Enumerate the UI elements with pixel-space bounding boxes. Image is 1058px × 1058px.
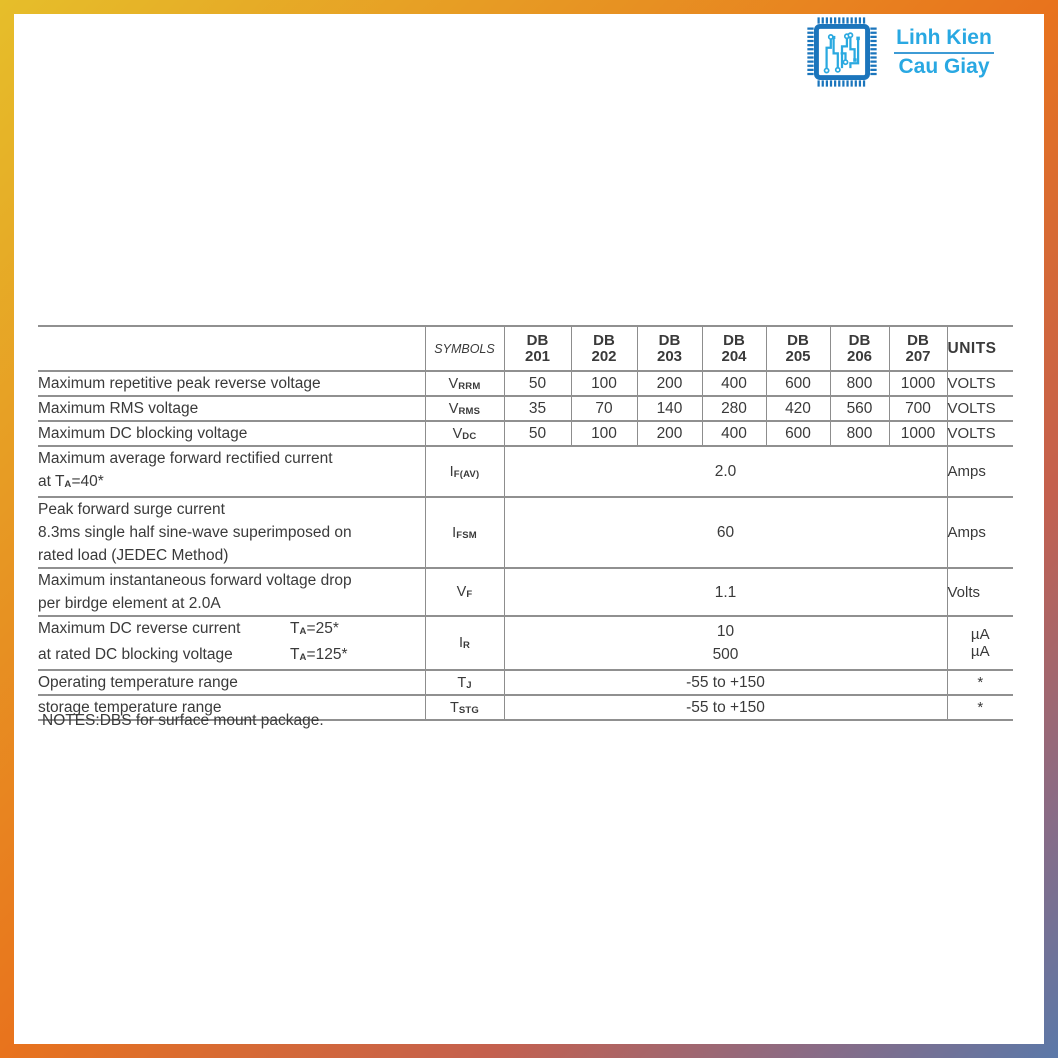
value-cell-merged: 60: [504, 497, 947, 568]
model-header-db205: DB 205: [766, 326, 830, 371]
unit-cell: VOLTS: [947, 421, 1013, 446]
param-label: storage temperature range: [38, 695, 425, 720]
param-label: Maximum DC reverse current $T_A=25*$ at rated DC blocking voltage $T_A=125*$: [38, 616, 425, 670]
unit-cell: *: [947, 695, 1013, 720]
param-label: Maximum instantaneous forward voltage drop per birdge element at 2.0A: [38, 568, 425, 616]
value-cell-merged: -55 to +150: [504, 695, 947, 720]
value-cell-merged: 1.1: [504, 568, 947, 616]
value-cell: 800: [830, 421, 889, 446]
logo-line2: Cau Giay: [898, 55, 990, 78]
table-row-tj: [38, 670, 1013, 695]
logo-line1: Linh Kien: [896, 26, 992, 49]
value-cell: 600: [766, 371, 830, 396]
value-cell: 1000: [889, 371, 947, 396]
notes: NOTES:DBS for surface mount package.: [42, 712, 324, 729]
value-cell-merged: 2.0: [504, 446, 947, 497]
symbol-cell: $V_{RMS}$: [425, 396, 504, 421]
model-header-db207: DB 207: [889, 326, 947, 371]
value-cell: 560: [830, 396, 889, 421]
table-row-ir: [38, 616, 1013, 670]
unit-cell: Amps: [947, 446, 1013, 497]
value-cell: 50: [504, 371, 571, 396]
value-cell: 420: [766, 396, 830, 421]
model-header-db206: DB 206: [830, 326, 889, 371]
value-cell: 600: [766, 421, 830, 446]
unit-cell: Volts: [947, 568, 1013, 616]
model-header-db204: DB 204: [702, 326, 766, 371]
value-cell: 400: [702, 421, 766, 446]
param-label: Maximum repetitive peak reverse voltage: [38, 371, 425, 396]
logo: [807, 17, 994, 87]
unit-cell: *: [947, 670, 1013, 695]
symbol-cell: $I_R$: [425, 616, 504, 670]
param-label: Peak forward surge current 8.3ms single half sine-wave superimposed on rated load (JEDEC Method): [38, 497, 425, 568]
symbol-cell: $V_{RRM}$: [425, 371, 504, 396]
symbol-cell: $I_{F(AV)}$: [425, 446, 504, 497]
microchip-icon: [807, 17, 877, 87]
unit-cell: µA µA: [947, 616, 1013, 670]
table-row-ifav: [38, 446, 1013, 497]
unit-cell: Amps: [947, 497, 1013, 568]
param-label: Maximum RMS voltage: [38, 396, 425, 421]
symbol-cell: $I_{FSM}$: [425, 497, 504, 568]
value-cell: 140: [637, 396, 702, 421]
value-cell-merged: -55 to +150: [504, 670, 947, 695]
param-header-empty: [38, 326, 425, 371]
table-row-vrrm: [38, 371, 1013, 396]
value-cell: 400: [702, 371, 766, 396]
model-header-db201: DB 201: [504, 326, 571, 371]
symbol-cell: $T_{STG}$: [425, 695, 504, 720]
table-row-vrms: [38, 396, 1013, 421]
table-row-ifsm: [38, 497, 1013, 568]
symbol-cell: $V_{DC}$: [425, 421, 504, 446]
value-cell: 700: [889, 396, 947, 421]
value-cell: 1000: [889, 421, 947, 446]
param-label: Operating temperature range: [38, 670, 425, 695]
units-header: UNITS: [947, 326, 1013, 371]
param-label: Maximum DC blocking voltage: [38, 421, 425, 446]
unit-cell: VOLTS: [947, 396, 1013, 421]
model-header-db203: DB 203: [637, 326, 702, 371]
unit-cell: VOLTS: [947, 371, 1013, 396]
value-cell: 70: [571, 396, 637, 421]
value-cell: 100: [571, 371, 637, 396]
model-header-db202: DB 202: [571, 326, 637, 371]
logo-divider: [894, 52, 994, 54]
table-row-vf: [38, 568, 1013, 616]
value-cell-merged: 10 500: [504, 616, 947, 670]
value-cell: 200: [637, 371, 702, 396]
symbols-header: SYMBOLS: [425, 326, 504, 371]
value-cell: 50: [504, 421, 571, 446]
datasheet-table-wrapper: [38, 325, 1013, 721]
table-row-vdc: [38, 421, 1013, 446]
ratings-table: [38, 325, 1013, 721]
symbol-cell: $T_J$: [425, 670, 504, 695]
value-cell: 280: [702, 396, 766, 421]
value-cell: 100: [571, 421, 637, 446]
value-cell: 35: [504, 396, 571, 421]
value-cell: 800: [830, 371, 889, 396]
value-cell: 200: [637, 421, 702, 446]
symbol-cell: $V_F$: [425, 568, 504, 616]
param-label: Maximum average forward rectified current at $T_A=40*$: [38, 446, 425, 497]
header-row: [38, 326, 1013, 371]
logo-text: [894, 17, 994, 79]
